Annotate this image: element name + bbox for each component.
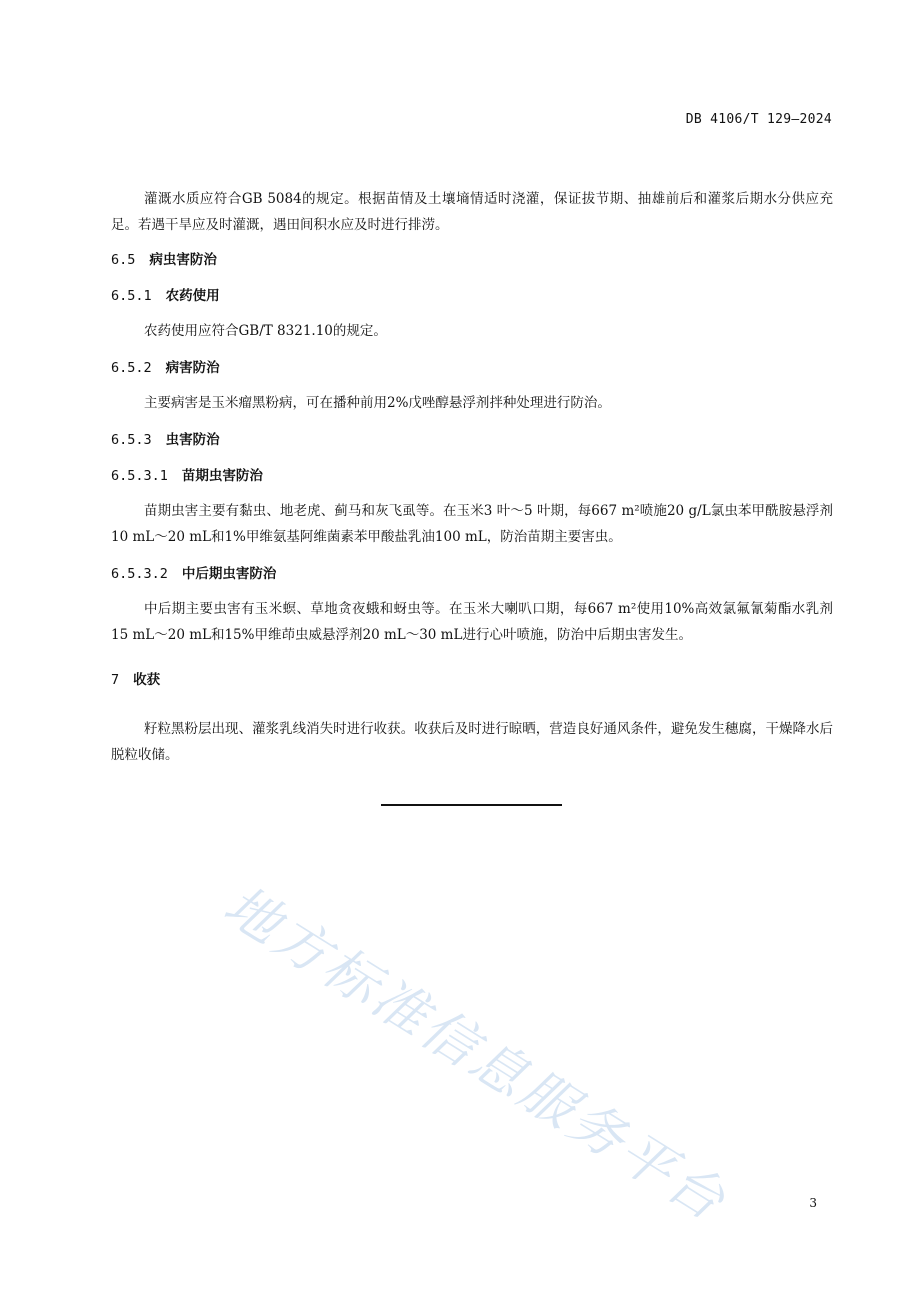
heading-7 [111, 670, 160, 690]
end-rule [381, 804, 562, 806]
paragraph-disease-control: 主要病害是玉米瘤黑粉病，可在播种前用2%戊唑醇悬浮剂拌种处理进行防治。 [144, 395, 611, 411]
heading-number: 6.5.3 [111, 432, 152, 448]
heading-number: 6.5.3.2 [111, 566, 168, 582]
paragraph-pesticide-use: 农药使用应符合GB/T 8321.10的规定。 [144, 323, 387, 339]
heading-6-5-3-1 [111, 466, 263, 486]
paragraph-late-pest-control: 中后期主要虫害有玉米螟、草地贪夜蛾和蚜虫等。在玉米大喇叭口期，每667 m²使用10%高效氯氟氰菊酯水乳剂15 mL～20 mL和15%甲维茚虫威悬浮剂20 mL～30 mL进行心叶喷施，防治中后期虫害发生。 [111, 601, 833, 643]
page-number: 3 [809, 1196, 817, 1210]
heading-number: 6.5.3.1 [111, 468, 168, 484]
heading-number: 6.5.1 [111, 288, 152, 304]
document-code: DB 4106/T 129—2024 [685, 112, 832, 127]
paragraph-irrigation: 灌溉水质应符合GB 5084的规定。根据苗情及土壤墒情适时浇灌，保证拔节期、抽雄前后和灌浆后期水分供应充足。若遇干旱应及时灌溉，遇田间积水应及时进行排涝。 [111, 191, 833, 233]
heading-title: 苗期虫害防治 [181, 468, 263, 484]
heading-title: 收获 [133, 672, 161, 688]
paragraph-harvest: 籽粒黑粉层出现、灌浆乳线消失时进行收获。收获后及时进行晾晒，营造良好通风条件，避免发生穗腐，干燥降水后脱粒收储。 [111, 721, 833, 763]
heading-6-5-2 [111, 358, 220, 378]
heading-6-5-1 [111, 286, 220, 306]
heading-6-5 [111, 250, 217, 270]
heading-6-5-3-2 [111, 564, 276, 584]
watermark: 地方标准信息服务平台 [213, 873, 739, 1234]
heading-title: 病虫害防治 [149, 252, 217, 268]
heading-number: 6.5.2 [111, 360, 152, 376]
heading-title: 农药使用 [165, 288, 220, 304]
heading-title: 中后期虫害防治 [181, 566, 277, 582]
heading-title: 虫害防治 [165, 432, 220, 448]
heading-6-5-3 [111, 430, 220, 450]
heading-number: 6.5 [111, 252, 136, 268]
heading-number: 7 [111, 672, 120, 688]
heading-title: 病害防治 [165, 360, 220, 376]
paragraph-seedling-pest-control: 苗期虫害主要有黏虫、地老虎、蓟马和灰飞虱等。在玉米3 叶～5 叶期，每667 m²喷施20 g/L氯虫苯甲酰胺悬浮剂10 mL～20 mL和1%甲维氨基阿维菌素苯甲酸盐乳油100 mL，防治苗期主要害虫。 [111, 503, 833, 545]
